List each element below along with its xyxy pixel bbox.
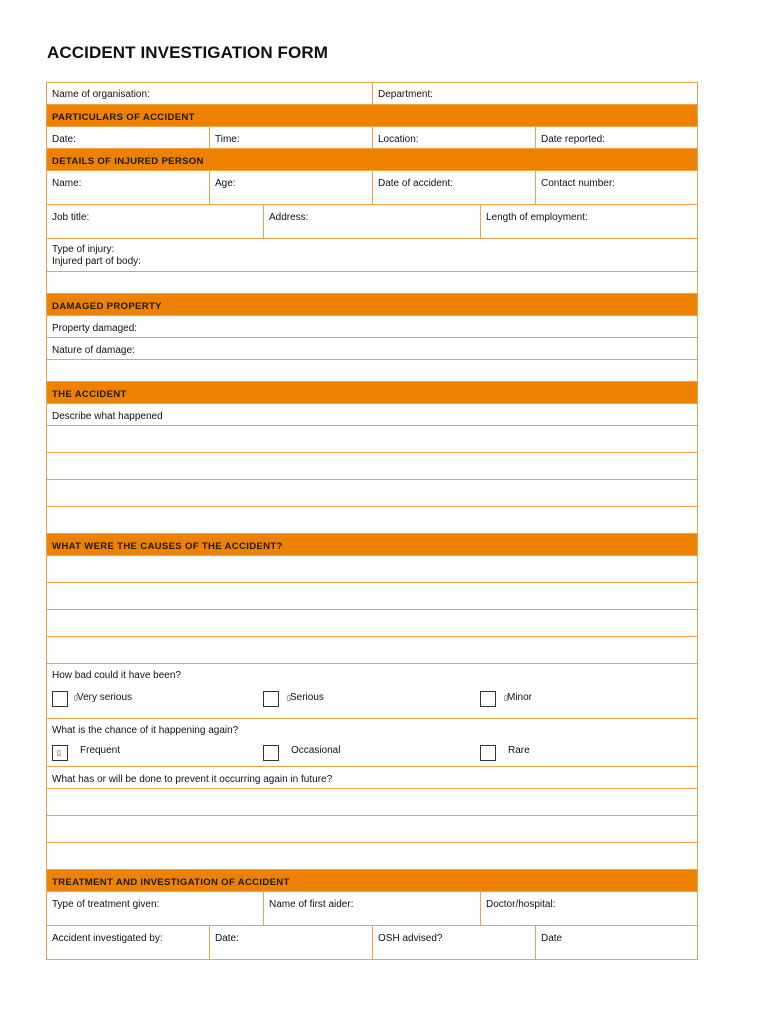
treatment-row-1 — [47, 892, 697, 926]
page-title: ACCIDENT INVESTIGATION FORM — [47, 43, 328, 62]
describe-line[interactable] — [47, 453, 697, 480]
injured-header: DETAILS OF INJURED PERSON — [47, 149, 697, 171]
prevent-field[interactable]: What has or will be done to prevent it occurring again in future? — [47, 767, 697, 789]
frequent-checkbox[interactable]: ▯ — [52, 745, 68, 761]
injured-part-label: Injured part of body: — [52, 256, 141, 267]
occasional-label: Occasional — [291, 745, 341, 756]
org-row — [47, 83, 697, 105]
location-field[interactable]: Location: — [372, 127, 535, 148]
age-field[interactable]: Age: — [209, 171, 372, 204]
property-damaged-field[interactable]: Property damaged: — [47, 316, 697, 338]
osh-advised-field[interactable]: OSH advised? — [372, 926, 535, 959]
injured-row-2 — [47, 205, 697, 239]
date-of-accident-field[interactable]: Date of accident: — [372, 171, 535, 204]
investigation-date-field[interactable]: Date: — [209, 926, 372, 959]
blank-row[interactable] — [47, 272, 697, 294]
date-reported-field[interactable]: Date reported: — [535, 127, 697, 148]
department-label: Department: — [378, 89, 434, 100]
very-serious-label: ▯ Very serious — [74, 692, 133, 703]
severity-row — [47, 664, 697, 719]
chance-row — [47, 719, 697, 767]
describe-line[interactable] — [47, 480, 697, 507]
causes-line[interactable] — [47, 583, 697, 610]
describe-line[interactable] — [47, 426, 697, 453]
causes-line[interactable] — [47, 556, 697, 583]
contact-number-field[interactable]: Contact number: — [535, 171, 697, 204]
rare-checkbox[interactable] — [480, 745, 496, 761]
accident-form — [46, 82, 698, 960]
nature-of-damage-field[interactable]: Nature of damage: — [47, 338, 697, 360]
injured-row-1 — [47, 171, 697, 205]
organisation-label: Name of organisation: — [52, 89, 150, 100]
time-field[interactable]: Time: — [209, 127, 372, 148]
minor-checkbox[interactable] — [480, 691, 496, 707]
describe-line[interactable] — [47, 507, 697, 534]
causes-line[interactable] — [47, 610, 697, 637]
causes-line[interactable] — [47, 637, 697, 664]
describe-field[interactable]: Describe what happened — [47, 404, 697, 426]
accident-header: THE ACCIDENT — [47, 382, 697, 404]
investigated-by-field[interactable]: Accident investigated by: — [52, 933, 163, 944]
serious-checkbox[interactable] — [263, 691, 279, 707]
chance-label: What is the chance of it happening again? — [52, 725, 239, 736]
frequent-label: Frequent — [80, 745, 121, 756]
damaged-header: DAMAGED PROPERTY — [47, 294, 697, 316]
serious-label: ▯ Serious — [287, 692, 324, 703]
treatment-row-2 — [47, 926, 697, 959]
prevent-line[interactable] — [47, 816, 697, 843]
prevent-line[interactable] — [47, 789, 697, 816]
name-field[interactable]: Name: — [52, 178, 82, 189]
blank-row[interactable] — [47, 360, 697, 382]
injury-row[interactable] — [47, 239, 697, 272]
osh-date-field[interactable]: Date — [535, 926, 697, 959]
date-field[interactable]: Date: — [52, 134, 76, 145]
very-serious-checkbox[interactable] — [52, 691, 68, 707]
how-bad-label: How bad could it have been? — [52, 670, 181, 681]
treatment-header: TREATMENT AND INVESTIGATION OF ACCIDENT — [47, 870, 697, 892]
particulars-row — [47, 127, 697, 149]
particulars-header: PARTICULARS OF ACCIDENT — [47, 105, 697, 127]
doctor-hospital-field[interactable]: Doctor/hospital: — [480, 892, 697, 925]
rare-label: Rare — [508, 745, 530, 756]
address-field[interactable]: Address: — [263, 205, 480, 238]
length-of-employment-field[interactable]: Length of employment: — [480, 205, 697, 238]
job-title-field[interactable]: Job title: — [52, 212, 90, 223]
causes-header: WHAT WERE THE CAUSES OF THE ACCIDENT? — [47, 534, 697, 556]
organisation-field[interactable] — [47, 83, 372, 104]
prevent-line[interactable] — [47, 843, 697, 870]
type-of-treatment-field[interactable]: Type of treatment given: — [52, 899, 160, 910]
minor-label: ▯ Minor — [504, 692, 533, 703]
type-of-injury-label: Type of injury: — [52, 244, 115, 255]
department-field[interactable] — [372, 83, 697, 104]
first-aider-field[interactable]: Name of first aider: — [263, 892, 480, 925]
occasional-checkbox[interactable] — [263, 745, 279, 761]
